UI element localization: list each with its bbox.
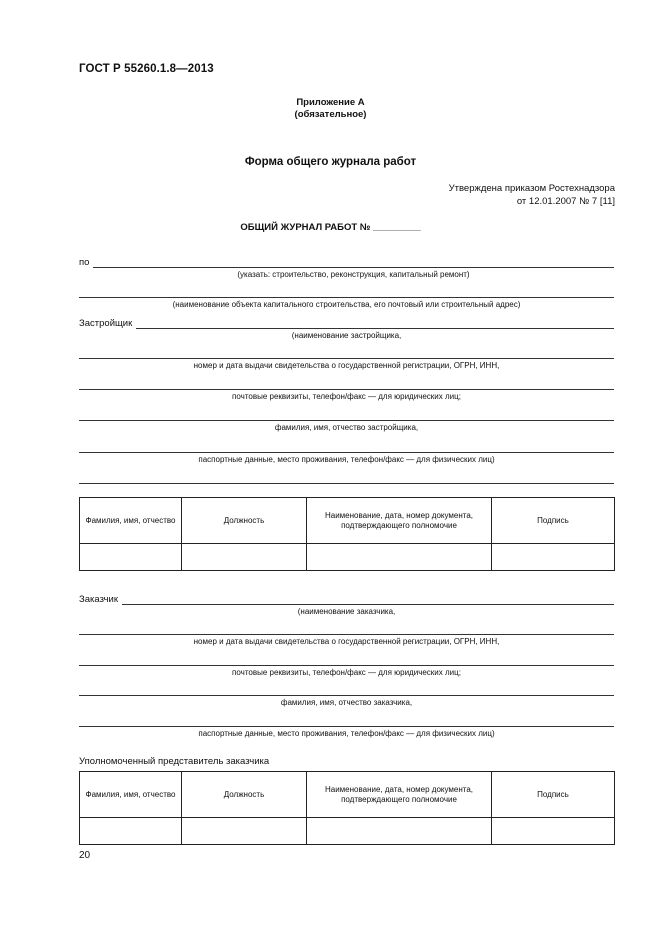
caption-works: (указать: строительство, реконструкция, капитальный ремонт) bbox=[237, 270, 470, 279]
fill-line-developer-postal bbox=[79, 389, 614, 390]
table-row bbox=[80, 818, 615, 845]
col-header-position: Должность bbox=[182, 772, 307, 818]
cell-document[interactable] bbox=[307, 818, 492, 845]
caption-developer-fio: фамилия, имя, отчество застройщика, bbox=[274, 423, 419, 432]
cell-position[interactable] bbox=[182, 544, 307, 571]
po-label: по bbox=[79, 257, 93, 268]
col-header-signature: Подпись bbox=[492, 498, 615, 544]
caption-developer-postal: почтовые реквизиты, телефон/факс — для юридических лиц; bbox=[232, 392, 461, 401]
fill-line-customer-reg bbox=[79, 634, 614, 635]
fill-line-customer-postal bbox=[79, 665, 614, 666]
fill-line-works bbox=[79, 267, 614, 268]
journal-title: ОБЩИЙ ЖУРНАЛ РАБОТ № _________ bbox=[240, 222, 421, 233]
developer-signature-table bbox=[79, 497, 615, 571]
developer-label: Застройщик bbox=[79, 318, 136, 329]
caption-customer-name: (наименование заказчика, bbox=[297, 607, 396, 616]
fill-line-developer bbox=[79, 328, 614, 329]
col-header-signature: Подпись bbox=[492, 772, 615, 818]
approval-line-1: Утверждена приказом Ростехнадзора bbox=[448, 183, 615, 194]
fill-line-customer-fio bbox=[79, 695, 614, 696]
caption-customer-postal: почтовые реквизиты, телефон/факс — для юридических лиц; bbox=[232, 668, 461, 677]
col-header-fio: Фамилия, имя, отчество bbox=[80, 772, 182, 818]
appendix-heading bbox=[0, 97, 661, 121]
fill-line-developer-passport bbox=[79, 452, 614, 453]
cell-document[interactable] bbox=[307, 544, 492, 571]
fill-line-object bbox=[79, 297, 614, 298]
caption-developer-reg: номер и дата выдачи свидетельства о государственной регистрации, ОГРН, ИНН, bbox=[193, 361, 500, 370]
form-title: Форма общего журнала работ bbox=[244, 156, 417, 168]
caption-customer-fio: фамилия, имя, отчество заказчика, bbox=[280, 698, 413, 707]
col-header-document: Наименование, дата, номер документа, подтверждающего полномочие bbox=[307, 772, 492, 818]
table-row bbox=[80, 544, 615, 571]
caption-developer-passport: паспортные данные, место проживания, телефон/факс — для физических лиц) bbox=[198, 455, 495, 464]
fill-line-developer-reg bbox=[79, 358, 614, 359]
appendix-type: (обязательное) bbox=[294, 109, 367, 120]
representative-label: Уполномоченный представитель заказчика bbox=[79, 756, 270, 767]
representative-signature-table bbox=[79, 771, 615, 845]
table-header-row bbox=[80, 772, 615, 818]
fill-line-customer-passport bbox=[79, 726, 614, 727]
caption-customer-passport: паспортные данные, место проживания, телефон/факс — для физических лиц) bbox=[198, 729, 495, 738]
cell-fio[interactable] bbox=[80, 544, 182, 571]
col-header-fio: Фамилия, имя, отчество bbox=[80, 498, 182, 544]
caption-developer-name: (наименование застройщика, bbox=[291, 331, 402, 340]
document-header: ГОСТ Р 55260.1.8—2013 bbox=[79, 63, 214, 75]
cell-position[interactable] bbox=[182, 818, 307, 845]
page-number: 20 bbox=[79, 850, 91, 861]
cell-signature[interactable] bbox=[492, 818, 615, 845]
customer-label: Заказчик bbox=[79, 594, 122, 605]
caption-customer-reg: номер и дата выдачи свидетельства о государственной регистрации, ОГРН, ИНН, bbox=[193, 637, 500, 646]
table-header-row bbox=[80, 498, 615, 544]
col-header-document: Наименование, дата, номер документа, подтверждающего полномочие bbox=[307, 498, 492, 544]
fill-line-developer-fio bbox=[79, 420, 614, 421]
col-header-position: Должность bbox=[182, 498, 307, 544]
fill-line-developer-extra bbox=[79, 483, 614, 484]
caption-object: (наименование объекта капитального строительства, его почтовый или строительный адрес) bbox=[172, 300, 521, 309]
fill-line-customer bbox=[79, 604, 614, 605]
approval-line-2: от 12.01.2007 № 7 [11] bbox=[516, 196, 615, 207]
cell-fio[interactable] bbox=[80, 818, 182, 845]
appendix-title: Приложение А bbox=[296, 97, 365, 108]
approval-note bbox=[449, 182, 615, 208]
cell-signature[interactable] bbox=[492, 544, 615, 571]
